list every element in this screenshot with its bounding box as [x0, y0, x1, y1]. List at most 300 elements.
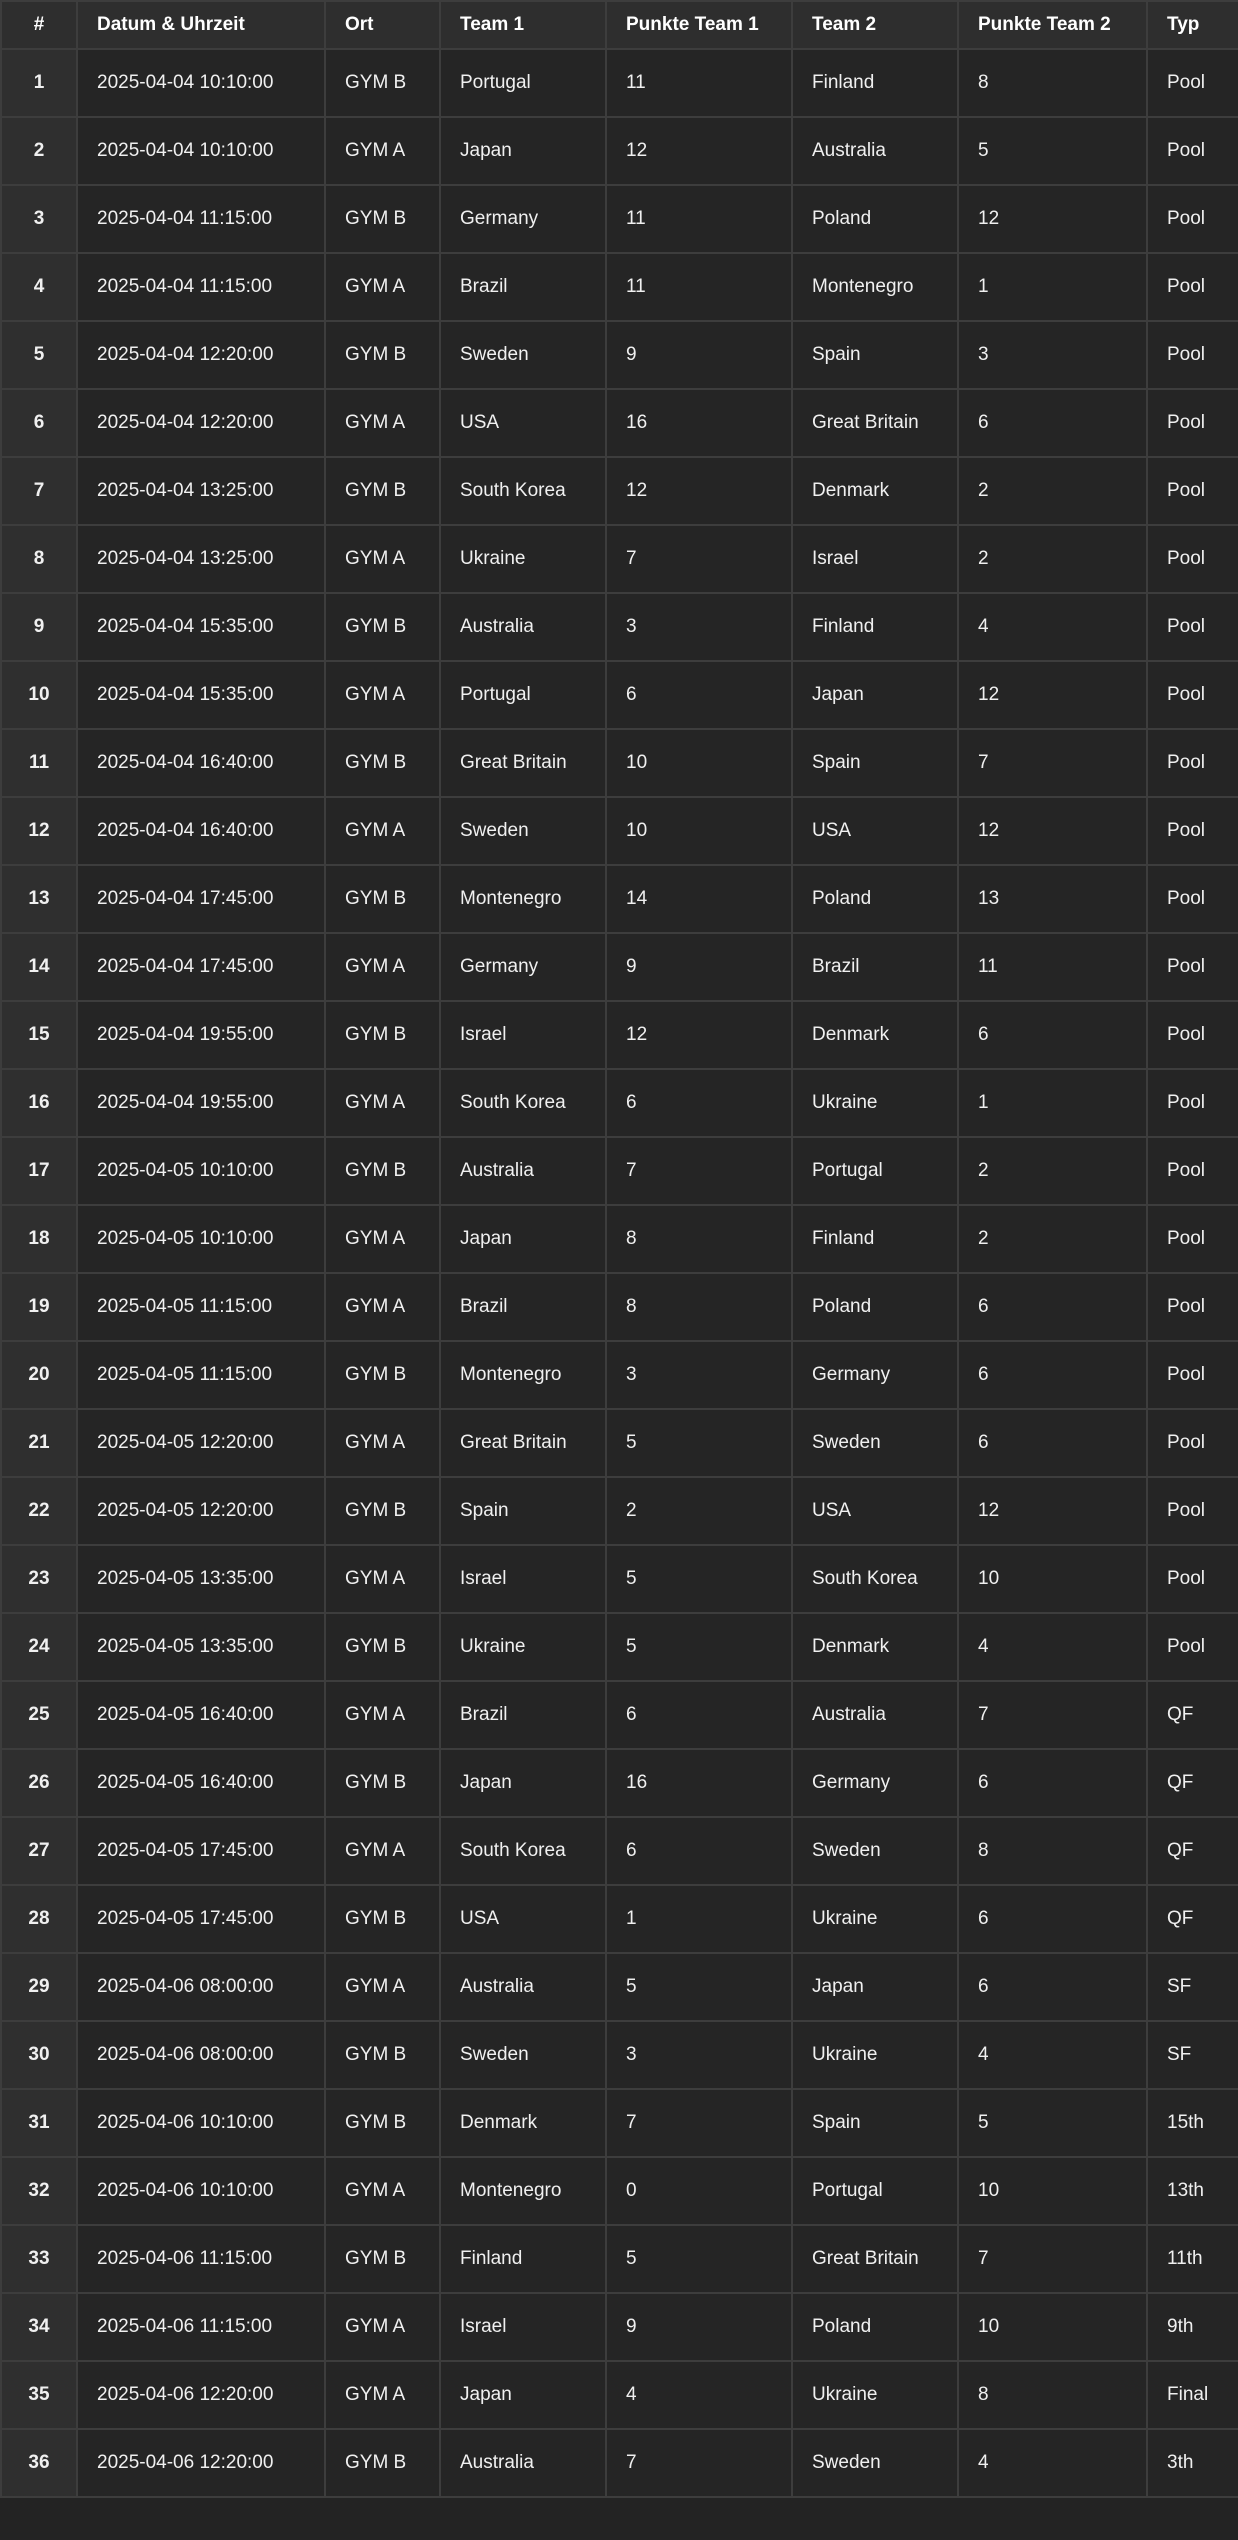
table-row[interactable]: [1, 2293, 1238, 2361]
column-header-datetime[interactable]: Datum & Uhrzeit: [77, 1, 325, 49]
venue-cell: GYM A: [325, 525, 440, 593]
venue-cell: GYM A: [325, 1069, 440, 1137]
score2-cell: 3: [958, 321, 1147, 389]
team1-cell: Australia: [440, 2429, 606, 2497]
row-index-cell: 6: [1, 389, 77, 457]
venue-cell: GYM B: [325, 49, 440, 117]
team1-cell: Israel: [440, 2293, 606, 2361]
team2-cell: USA: [792, 797, 958, 865]
venue-cell: GYM B: [325, 185, 440, 253]
score1-cell: 9: [606, 321, 792, 389]
row-index-cell: 26: [1, 1749, 77, 1817]
column-header-type[interactable]: Typ: [1147, 1, 1238, 49]
datetime-cell: 2025-04-04 16:40:00: [77, 797, 325, 865]
score1-cell: 16: [606, 389, 792, 457]
table-row[interactable]: [1, 117, 1238, 185]
table-row[interactable]: [1, 321, 1238, 389]
team1-cell: Brazil: [440, 1681, 606, 1749]
type-cell: 11th: [1147, 2225, 1238, 2293]
row-index-cell: 17: [1, 1137, 77, 1205]
row-index-cell: 27: [1, 1817, 77, 1885]
team2-cell: Denmark: [792, 457, 958, 525]
venue-cell: GYM A: [325, 2361, 440, 2429]
venue-cell: GYM A: [325, 1545, 440, 1613]
datetime-cell: 2025-04-06 11:15:00: [77, 2293, 325, 2361]
column-header-venue[interactable]: Ort: [325, 1, 440, 49]
row-index-cell: 11: [1, 729, 77, 797]
type-cell: Pool: [1147, 525, 1238, 593]
score2-cell: 10: [958, 1545, 1147, 1613]
team2-cell: Germany: [792, 1341, 958, 1409]
type-cell: QF: [1147, 1749, 1238, 1817]
type-cell: QF: [1147, 1817, 1238, 1885]
score2-cell: 13: [958, 865, 1147, 933]
score2-cell: 8: [958, 49, 1147, 117]
venue-cell: GYM A: [325, 1273, 440, 1341]
type-cell: Final: [1147, 2361, 1238, 2429]
datetime-cell: 2025-04-04 17:45:00: [77, 865, 325, 933]
row-index-cell: 1: [1, 49, 77, 117]
score1-cell: 6: [606, 1681, 792, 1749]
table-row[interactable]: [1, 1001, 1238, 1069]
type-cell: Pool: [1147, 185, 1238, 253]
table-row[interactable]: [1, 933, 1238, 1001]
venue-cell: GYM B: [325, 1001, 440, 1069]
score2-cell: 2: [958, 525, 1147, 593]
score2-cell: 7: [958, 729, 1147, 797]
table-row[interactable]: [1, 389, 1238, 457]
datetime-cell: 2025-04-05 16:40:00: [77, 1749, 325, 1817]
team2-cell: Ukraine: [792, 2021, 958, 2089]
venue-cell: GYM B: [325, 1885, 440, 1953]
type-cell: Pool: [1147, 1341, 1238, 1409]
team1-cell: Ukraine: [440, 525, 606, 593]
score1-cell: 3: [606, 593, 792, 661]
venue-cell: GYM B: [325, 729, 440, 797]
venue-cell: GYM A: [325, 2157, 440, 2225]
score1-cell: 11: [606, 49, 792, 117]
team2-cell: Australia: [792, 1681, 958, 1749]
column-header-team1[interactable]: Team 1: [440, 1, 606, 49]
datetime-cell: 2025-04-04 12:20:00: [77, 321, 325, 389]
team1-cell: Israel: [440, 1545, 606, 1613]
table-row[interactable]: [1, 525, 1238, 593]
table-row[interactable]: [1, 661, 1238, 729]
score2-cell: 6: [958, 1001, 1147, 1069]
score2-cell: 5: [958, 2089, 1147, 2157]
team2-cell: Spain: [792, 321, 958, 389]
row-index-cell: 24: [1, 1613, 77, 1681]
venue-cell: GYM B: [325, 1613, 440, 1681]
team2-cell: Great Britain: [792, 2225, 958, 2293]
row-index-cell: 2: [1, 117, 77, 185]
venue-cell: GYM A: [325, 1205, 440, 1273]
datetime-cell: 2025-04-04 19:55:00: [77, 1001, 325, 1069]
score2-cell: 12: [958, 185, 1147, 253]
row-index-cell: 15: [1, 1001, 77, 1069]
table-row[interactable]: [1, 1681, 1238, 1749]
team1-cell: Brazil: [440, 1273, 606, 1341]
type-cell: Pool: [1147, 1477, 1238, 1545]
team2-cell: Sweden: [792, 1409, 958, 1477]
score2-cell: 6: [958, 1749, 1147, 1817]
score2-cell: 2: [958, 1205, 1147, 1273]
datetime-cell: 2025-04-06 08:00:00: [77, 1953, 325, 2021]
type-cell: 13th: [1147, 2157, 1238, 2225]
row-index-cell: 3: [1, 185, 77, 253]
team2-cell: Finland: [792, 593, 958, 661]
table-row[interactable]: [1, 185, 1238, 253]
venue-cell: GYM B: [325, 2429, 440, 2497]
score2-cell: 7: [958, 2225, 1147, 2293]
team1-cell: Brazil: [440, 253, 606, 321]
team1-cell: Denmark: [440, 2089, 606, 2157]
datetime-cell: 2025-04-06 10:10:00: [77, 2089, 325, 2157]
score2-cell: 5: [958, 117, 1147, 185]
row-index-cell: 14: [1, 933, 77, 1001]
score2-cell: 6: [958, 1885, 1147, 1953]
datetime-cell: 2025-04-05 17:45:00: [77, 1817, 325, 1885]
venue-cell: GYM A: [325, 1953, 440, 2021]
team1-cell: South Korea: [440, 1817, 606, 1885]
team2-cell: Brazil: [792, 933, 958, 1001]
venue-cell: GYM B: [325, 1477, 440, 1545]
team1-cell: Portugal: [440, 661, 606, 729]
datetime-cell: 2025-04-06 12:20:00: [77, 2429, 325, 2497]
row-index-cell: 36: [1, 2429, 77, 2497]
row-index-cell: 32: [1, 2157, 77, 2225]
type-cell: Pool: [1147, 1001, 1238, 1069]
team1-cell: Australia: [440, 593, 606, 661]
score1-cell: 7: [606, 525, 792, 593]
score1-cell: 11: [606, 253, 792, 321]
row-index-cell: 30: [1, 2021, 77, 2089]
team2-cell: Japan: [792, 1953, 958, 2021]
team1-cell: Finland: [440, 2225, 606, 2293]
type-cell: Pool: [1147, 253, 1238, 321]
score1-cell: 1: [606, 1885, 792, 1953]
type-cell: Pool: [1147, 49, 1238, 117]
type-cell: Pool: [1147, 1545, 1238, 1613]
team1-cell: Australia: [440, 1953, 606, 2021]
row-index-cell: 21: [1, 1409, 77, 1477]
score1-cell: 10: [606, 797, 792, 865]
datetime-cell: 2025-04-05 16:40:00: [77, 1681, 325, 1749]
team1-cell: Great Britain: [440, 1409, 606, 1477]
team2-cell: Denmark: [792, 1001, 958, 1069]
datetime-cell: 2025-04-04 10:10:00: [77, 49, 325, 117]
table-row[interactable]: [1, 1477, 1238, 1545]
score2-cell: 8: [958, 2361, 1147, 2429]
team1-cell: Ukraine: [440, 1613, 606, 1681]
score2-cell: 6: [958, 1341, 1147, 1409]
team1-cell: Sweden: [440, 797, 606, 865]
type-cell: Pool: [1147, 1069, 1238, 1137]
table-header: [1, 1, 1238, 49]
row-index-cell: 31: [1, 2089, 77, 2157]
team1-cell: Japan: [440, 1749, 606, 1817]
row-index-cell: 10: [1, 661, 77, 729]
venue-cell: GYM B: [325, 2225, 440, 2293]
score1-cell: 6: [606, 1069, 792, 1137]
row-index-cell: 22: [1, 1477, 77, 1545]
table-row[interactable]: [1, 1273, 1238, 1341]
team2-cell: Sweden: [792, 1817, 958, 1885]
score1-cell: 0: [606, 2157, 792, 2225]
type-cell: Pool: [1147, 1137, 1238, 1205]
datetime-cell: 2025-04-05 11:15:00: [77, 1273, 325, 1341]
venue-cell: GYM A: [325, 797, 440, 865]
row-index-cell: 20: [1, 1341, 77, 1409]
score1-cell: 8: [606, 1205, 792, 1273]
score2-cell: 6: [958, 1953, 1147, 2021]
score1-cell: 10: [606, 729, 792, 797]
score1-cell: 14: [606, 865, 792, 933]
team2-cell: Ukraine: [792, 1885, 958, 1953]
venue-cell: GYM A: [325, 117, 440, 185]
table-row[interactable]: [1, 1613, 1238, 1681]
venue-cell: GYM A: [325, 253, 440, 321]
team2-cell: Finland: [792, 49, 958, 117]
row-index-cell: 5: [1, 321, 77, 389]
type-cell: Pool: [1147, 389, 1238, 457]
table-row[interactable]: [1, 1953, 1238, 2021]
team2-cell: Portugal: [792, 1137, 958, 1205]
type-cell: 9th: [1147, 2293, 1238, 2361]
team1-cell: Great Britain: [440, 729, 606, 797]
datetime-cell: 2025-04-06 10:10:00: [77, 2157, 325, 2225]
table-row[interactable]: [1, 1817, 1238, 1885]
table-row[interactable]: [1, 1137, 1238, 1205]
row-index-cell: 29: [1, 1953, 77, 2021]
row-index-cell: 13: [1, 865, 77, 933]
team1-cell: Japan: [440, 2361, 606, 2429]
score1-cell: 3: [606, 2021, 792, 2089]
table-row[interactable]: [1, 2361, 1238, 2429]
table-row[interactable]: [1, 797, 1238, 865]
venue-cell: GYM A: [325, 389, 440, 457]
table-row[interactable]: [1, 2157, 1238, 2225]
row-index-cell: 23: [1, 1545, 77, 1613]
venue-cell: GYM A: [325, 1681, 440, 1749]
row-index-cell: 18: [1, 1205, 77, 1273]
team2-cell: Denmark: [792, 1613, 958, 1681]
datetime-cell: 2025-04-04 11:15:00: [77, 185, 325, 253]
type-cell: QF: [1147, 1681, 1238, 1749]
team2-cell: Poland: [792, 2293, 958, 2361]
datetime-cell: 2025-04-05 13:35:00: [77, 1613, 325, 1681]
venue-cell: GYM B: [325, 1749, 440, 1817]
team2-cell: Sweden: [792, 2429, 958, 2497]
team2-cell: Portugal: [792, 2157, 958, 2225]
team2-cell: Montenegro: [792, 253, 958, 321]
row-index-cell: 33: [1, 2225, 77, 2293]
score1-cell: 5: [606, 1545, 792, 1613]
team2-cell: Poland: [792, 865, 958, 933]
score1-cell: 6: [606, 661, 792, 729]
team1-cell: Japan: [440, 1205, 606, 1273]
table-body: [1, 49, 1238, 2497]
score1-cell: 12: [606, 457, 792, 525]
datetime-cell: 2025-04-04 16:40:00: [77, 729, 325, 797]
team1-cell: Australia: [440, 1137, 606, 1205]
type-cell: SF: [1147, 2021, 1238, 2089]
venue-cell: GYM B: [325, 1137, 440, 1205]
type-cell: SF: [1147, 1953, 1238, 2021]
score2-cell: 4: [958, 2021, 1147, 2089]
table-row[interactable]: [1, 593, 1238, 661]
datetime-cell: 2025-04-05 13:35:00: [77, 1545, 325, 1613]
table-row[interactable]: [1, 2429, 1238, 2497]
row-index-cell: 12: [1, 797, 77, 865]
row-index-cell: 9: [1, 593, 77, 661]
venue-cell: GYM A: [325, 933, 440, 1001]
type-cell: Pool: [1147, 1205, 1238, 1273]
venue-cell: GYM B: [325, 2021, 440, 2089]
team2-cell: Japan: [792, 661, 958, 729]
venue-cell: GYM A: [325, 1409, 440, 1477]
score1-cell: 3: [606, 1341, 792, 1409]
type-cell: Pool: [1147, 321, 1238, 389]
row-index-cell: 35: [1, 2361, 77, 2429]
venue-cell: GYM B: [325, 457, 440, 525]
team2-cell: Spain: [792, 729, 958, 797]
column-header-score1[interactable]: Punkte Team 1: [606, 1, 792, 49]
team1-cell: Germany: [440, 933, 606, 1001]
score2-cell: 2: [958, 457, 1147, 525]
team2-cell: Ukraine: [792, 1069, 958, 1137]
team2-cell: Great Britain: [792, 389, 958, 457]
team1-cell: USA: [440, 1885, 606, 1953]
table-row[interactable]: [1, 2225, 1238, 2293]
team1-cell: Portugal: [440, 49, 606, 117]
datetime-cell: 2025-04-04 11:15:00: [77, 253, 325, 321]
type-cell: Pool: [1147, 117, 1238, 185]
datetime-cell: 2025-04-05 17:45:00: [77, 1885, 325, 1953]
table-row[interactable]: [1, 2089, 1238, 2157]
score1-cell: 12: [606, 117, 792, 185]
datetime-cell: 2025-04-05 10:10:00: [77, 1205, 325, 1273]
type-cell: Pool: [1147, 933, 1238, 1001]
type-cell: 3th: [1147, 2429, 1238, 2497]
venue-cell: GYM A: [325, 2293, 440, 2361]
table-row[interactable]: [1, 1205, 1238, 1273]
type-cell: Pool: [1147, 729, 1238, 797]
datetime-cell: 2025-04-06 11:15:00: [77, 2225, 325, 2293]
team1-cell: Sweden: [440, 2021, 606, 2089]
venue-cell: GYM A: [325, 661, 440, 729]
score1-cell: 7: [606, 2089, 792, 2157]
table-row[interactable]: [1, 1069, 1238, 1137]
venue-cell: GYM B: [325, 321, 440, 389]
team1-cell: Germany: [440, 185, 606, 253]
team2-cell: Ukraine: [792, 2361, 958, 2429]
team1-cell: Japan: [440, 117, 606, 185]
column-header-team2[interactable]: Team 2: [792, 1, 958, 49]
table-row[interactable]: [1, 1545, 1238, 1613]
score2-cell: 12: [958, 661, 1147, 729]
datetime-cell: 2025-04-04 15:35:00: [77, 661, 325, 729]
row-index-cell: 16: [1, 1069, 77, 1137]
score1-cell: 7: [606, 1137, 792, 1205]
team1-cell: Montenegro: [440, 865, 606, 933]
row-index-cell: 8: [1, 525, 77, 593]
score1-cell: 5: [606, 1953, 792, 2021]
score1-cell: 8: [606, 1273, 792, 1341]
table-row[interactable]: [1, 865, 1238, 933]
team1-cell: Montenegro: [440, 2157, 606, 2225]
venue-cell: GYM B: [325, 1341, 440, 1409]
table-row[interactable]: [1, 253, 1238, 321]
team1-cell: South Korea: [440, 1069, 606, 1137]
score2-cell: 2: [958, 1137, 1147, 1205]
type-cell: Pool: [1147, 661, 1238, 729]
score1-cell: 9: [606, 933, 792, 1001]
table-row[interactable]: [1, 49, 1238, 117]
table-row[interactable]: [1, 1885, 1238, 1953]
team2-cell: Israel: [792, 525, 958, 593]
datetime-cell: 2025-04-06 08:00:00: [77, 2021, 325, 2089]
datetime-cell: 2025-04-05 10:10:00: [77, 1137, 325, 1205]
score2-cell: 8: [958, 1817, 1147, 1885]
table-row[interactable]: [1, 1341, 1238, 1409]
datetime-cell: 2025-04-05 11:15:00: [77, 1341, 325, 1409]
column-header-score2[interactable]: Punkte Team 2: [958, 1, 1147, 49]
datetime-cell: 2025-04-04 10:10:00: [77, 117, 325, 185]
score1-cell: 5: [606, 1409, 792, 1477]
datetime-cell: 2025-04-04 13:25:00: [77, 457, 325, 525]
team2-cell: Poland: [792, 1273, 958, 1341]
type-cell: QF: [1147, 1885, 1238, 1953]
datetime-cell: 2025-04-04 17:45:00: [77, 933, 325, 1001]
row-index-cell: 28: [1, 1885, 77, 1953]
table-row[interactable]: [1, 2021, 1238, 2089]
score2-cell: 7: [958, 1681, 1147, 1749]
team2-cell: Poland: [792, 185, 958, 253]
team2-cell: Germany: [792, 1749, 958, 1817]
type-cell: Pool: [1147, 1273, 1238, 1341]
team1-cell: Israel: [440, 1001, 606, 1069]
table-row[interactable]: [1, 729, 1238, 797]
score2-cell: 4: [958, 1613, 1147, 1681]
column-header-index[interactable]: #: [1, 1, 77, 49]
datetime-cell: 2025-04-05 12:20:00: [77, 1409, 325, 1477]
type-cell: Pool: [1147, 457, 1238, 525]
table-row[interactable]: [1, 1749, 1238, 1817]
score1-cell: 12: [606, 1001, 792, 1069]
row-index-cell: 7: [1, 457, 77, 525]
row-index-cell: 34: [1, 2293, 77, 2361]
score2-cell: 10: [958, 2293, 1147, 2361]
datetime-cell: 2025-04-06 12:20:00: [77, 2361, 325, 2429]
score1-cell: 6: [606, 1817, 792, 1885]
score1-cell: 2: [606, 1477, 792, 1545]
team2-cell: Spain: [792, 2089, 958, 2157]
type-cell: Pool: [1147, 593, 1238, 661]
score1-cell: 5: [606, 2225, 792, 2293]
score2-cell: 4: [958, 2429, 1147, 2497]
team1-cell: USA: [440, 389, 606, 457]
table-row[interactable]: [1, 1409, 1238, 1477]
score2-cell: 6: [958, 389, 1147, 457]
score2-cell: 12: [958, 1477, 1147, 1545]
score2-cell: 12: [958, 797, 1147, 865]
type-cell: Pool: [1147, 1613, 1238, 1681]
team2-cell: South Korea: [792, 1545, 958, 1613]
table-row[interactable]: [1, 457, 1238, 525]
team1-cell: Sweden: [440, 321, 606, 389]
score2-cell: 10: [958, 2157, 1147, 2225]
